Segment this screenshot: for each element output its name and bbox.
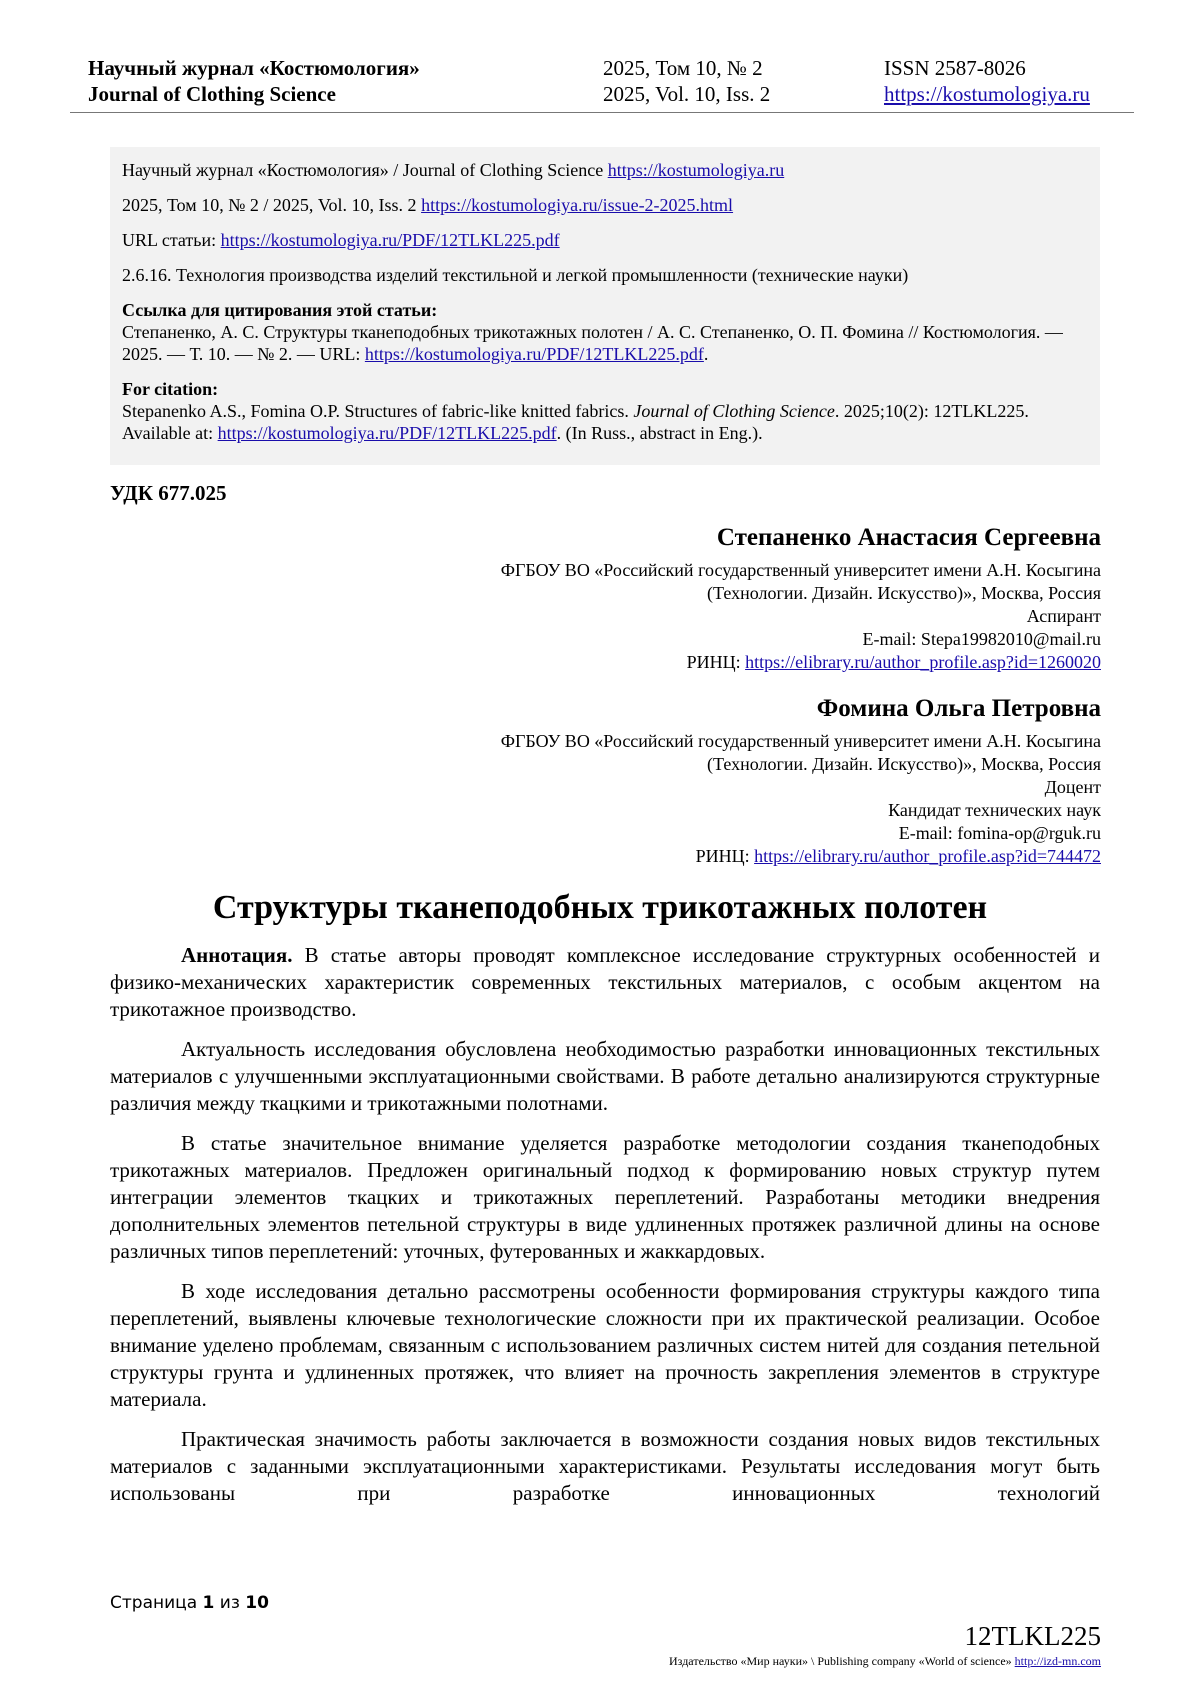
author-name: Фомина Ольга Петровна	[816, 695, 1101, 722]
header-issn-block	[884, 55, 1090, 107]
page-counter: Страница 1 из 10	[110, 1593, 269, 1613]
author-2	[501, 694, 1101, 868]
info-journal: Научный журнал «Костюмология» / Journal of Clothing Science https://kostumologiya.ru	[122, 160, 785, 180]
author-affiliation-city: (Технологии. Дизайн. Искусство)», Москва, Россия	[707, 754, 1101, 774]
info-citation-en: For citation: Stepanenko A.S., Fomina O.P. Structures of fabric-like knitted fabrics. Journal of Clothing Science. 2025;10(2): 12TLKL225. Available at: https://kostumologiya.ru/PDF/12TLKL225.pdf. (In Russ., abstract in Eng.).	[122, 379, 1029, 443]
citation-en-journal: Journal of Clothing Science	[633, 401, 835, 421]
header-issue-en: 2025, Vol. 10, Iss. 2	[603, 82, 771, 106]
citation-info-box	[110, 147, 1100, 465]
header-site-link[interactable]: https://kostumologiya.ru	[884, 82, 1090, 106]
info-journal-link[interactable]: https://kostumologiya.ru	[607, 160, 785, 180]
citation-ru-text: Степаненко, А. С. Структуры тканеподобных трикотажных полотен / А. С. Степаненко, О. П. Фомина // Костюмология. — 2025. — Т. 10. — № 2. — URL:	[122, 322, 1063, 364]
author-position: Доцент	[1044, 777, 1101, 797]
author-rinc: РИНЦ: https://elibrary.ru/author_profile.asp?id=744472	[695, 846, 1101, 866]
citation-ru-heading: Ссылка для цитирования этой статьи:	[122, 300, 438, 320]
author-degree: Кандидат технических наук	[888, 800, 1101, 820]
publisher-line: Издательство «Мир науки» \ Publishing company «World of science» http://izd-mn.com	[669, 1654, 1101, 1668]
abstract	[110, 942, 1100, 1520]
info-issue: 2025, Том 10, № 2 / 2025, Vol. 10, Iss. 2 https://kostumologiya.ru/issue-2-2025.html	[122, 195, 734, 215]
header-journal-en: Journal of Clothing Science	[88, 82, 336, 106]
abstract-paragraph: В статье значительное внимание уделяется разработке методологии создания тканеподобных трикотажных материалов. Предложен оригинальный подход к формированию новых структур путем интеграции элементов ткацких и трикотажных переплетений. Разработаны методики внедрения дополнительных элементов петельной структуры в виде удлиненных протяжек различной длины на основе различных типов переплетений: уточных, футерованных и жаккардовых.	[110, 1131, 1100, 1263]
info-article-url: URL статьи: https://kostumologiya.ru/PDF/12TLKL225.pdf	[122, 230, 560, 250]
info-issue-link[interactable]: https://kostumologiya.ru/issue-2-2025.html	[421, 195, 734, 215]
author-affiliation-city: (Технологии. Дизайн. Искусство)», Москва, Россия	[707, 583, 1101, 603]
author-affiliation: ФГБОУ ВО «Российский государственный университет имени А.Н. Косыгина	[500, 560, 1101, 580]
header-journal	[88, 55, 420, 107]
info-article-link[interactable]: https://kostumologiya.ru/PDF/12TLKL225.pdf	[220, 230, 560, 250]
author-email: E-mail: Stepa19982010@mail.ru	[862, 629, 1101, 649]
abstract-paragraph: Актуальность исследования обусловлена необходимостью разработки инновационных текстильных материалов с улучшенными эксплуатационными свойствами. В работе детально анализируются структурные различия между ткацкими и трикотажными полотнами.	[110, 1037, 1100, 1115]
citation-en-heading: For citation:	[122, 379, 219, 399]
abstract-lead: Аннотация.	[181, 943, 293, 967]
header-journal-ru: Научный журнал «Костюмология»	[88, 56, 420, 80]
header-divider	[70, 112, 1134, 113]
citation-en-link[interactable]: https://kostumologiya.ru/PDF/12TLKL225.pdf	[217, 423, 557, 443]
header-issue	[603, 55, 770, 107]
author-rinc: РИНЦ: https://elibrary.ru/author_profile.asp?id=1260020	[686, 652, 1101, 672]
author-1	[501, 523, 1101, 674]
info-citation-ru: Ссылка для цитирования этой статьи: Степаненко, А. С. Структуры тканеподобных трикотажных полотен / А. С. Степаненко, О. П. Фомина // Костюмология. — 2025. — Т. 10. — № 2. — URL: https://kostumologiya.ru/PDF/12TLKL225.pdf.	[122, 300, 1063, 364]
header-issue-ru: 2025, Том 10, № 2	[603, 56, 763, 80]
abstract-paragraph: В ходе исследования детально рассмотрены особенности формирования структуры каждого типа переплетений, выявлены ключевые технологические сложности при их практической реализации. Особое внимание уделено проблемам, связанным с использованием различных систем нитей для создания петельной структуры грунта и удлиненных протяжек, что влияет на прочность закрепления элементов в структуре материала.	[110, 1279, 1100, 1411]
author-affiliation: ФГБОУ ВО «Российский государственный университет имени А.Н. Косыгина	[500, 731, 1101, 751]
author-rinc-link[interactable]: https://elibrary.ru/author_profile.asp?id=1260020	[745, 652, 1101, 672]
article-title: Структуры тканеподобных трикотажных полотен	[212, 889, 988, 926]
author-position: Аспирант	[1026, 606, 1101, 626]
page-current: 1	[202, 1593, 215, 1613]
abstract-paragraph: Практическая значимость работы заключается в возможности создания новых видов текстильных материалов с заданными эксплуатационными характеристиками. Результаты исследования могут быть использованы при разработке инновационных технологий	[110, 1427, 1100, 1505]
udk-code: УДК 677.025	[110, 481, 227, 505]
author-email: E-mail: fomina-op@rguk.ru	[898, 823, 1101, 843]
author-rinc-link[interactable]: https://elibrary.ru/author_profile.asp?id=744472	[754, 846, 1101, 866]
author-name: Степаненко Анастасия Сергеевна	[716, 524, 1101, 551]
page-total: 10	[245, 1593, 269, 1613]
info-specialty: 2.6.16. Технология производства изделий текстильной и легкой промышленности (технические науки)	[122, 265, 909, 285]
abstract-paragraph: Аннотация. В статье авторы проводят комплексное исследование структурных особенностей и физико-механических характеристик современных текстильных материалов, с особым акцентом на трикотажное производство.	[110, 943, 1101, 1021]
citation-ru-link[interactable]: https://kostumologiya.ru/PDF/12TLKL225.pdf	[364, 344, 704, 364]
citation-en-text: Stepanenko A.S., Fomina O.P. Structures of fabric-like knitted fabrics.	[122, 401, 629, 421]
header-issn: ISSN 2587-8026	[884, 56, 1026, 80]
article-code: 12TLKL225	[964, 1621, 1101, 1651]
publisher-link[interactable]: http://izd-mn.com	[1014, 1654, 1101, 1668]
